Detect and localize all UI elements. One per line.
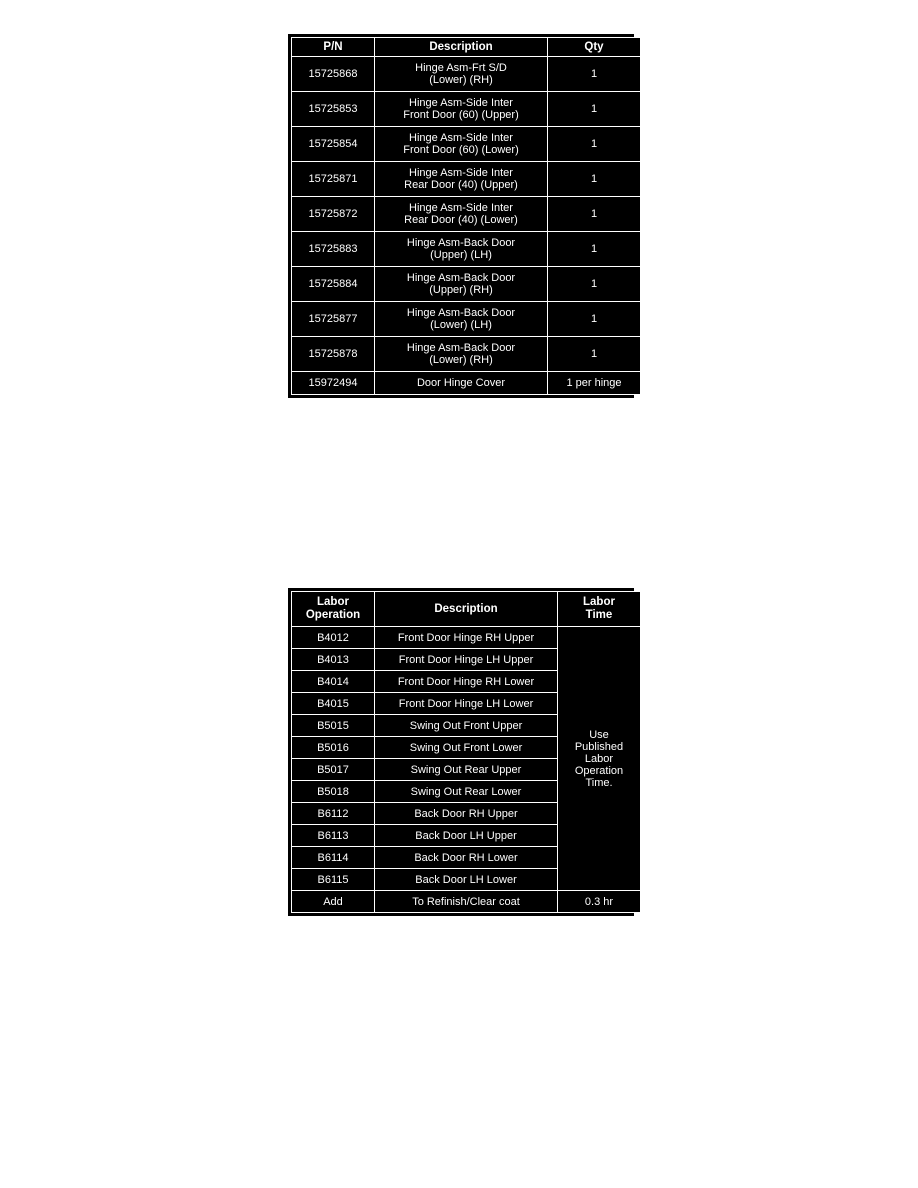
table-row	[292, 267, 641, 302]
cell-description: Front Door Hinge RH Upper	[375, 627, 558, 649]
column-header-qty: Qty	[548, 38, 641, 57]
cell-description	[375, 232, 548, 267]
table-row	[292, 627, 641, 649]
cell-description-line: Hinge Asm-Side Inter	[409, 132, 513, 144]
cell-description: Front Door Hinge RH Lower	[375, 671, 558, 693]
column-header-labor-operation	[292, 592, 375, 627]
cell-description-line: Front Door (60) (Lower)	[403, 144, 519, 156]
cell-pn: 15725878	[292, 337, 375, 372]
cell-description: Door Hinge Cover	[375, 372, 548, 395]
cell-description: Swing Out Front Upper	[375, 715, 558, 737]
cell-labor-operation: B5017	[292, 759, 375, 781]
cell-labor-operation: B5015	[292, 715, 375, 737]
cell-pn: 15725868	[292, 57, 375, 92]
column-header-line: Time	[585, 609, 613, 621]
table-row	[292, 337, 641, 372]
cell-qty: 1	[548, 197, 641, 232]
cell-description: To Refinish/Clear coat	[375, 891, 558, 913]
cell-qty: 1 per hinge	[548, 372, 641, 395]
table-row	[292, 162, 641, 197]
table-header-row	[292, 592, 641, 627]
labor-table-header	[292, 592, 641, 627]
cell-labor-operation: B4015	[292, 693, 375, 715]
cell-description: Back Door RH Upper	[375, 803, 558, 825]
column-header-description: Description	[375, 592, 558, 627]
cell-description: Back Door LH Upper	[375, 825, 558, 847]
cell-description-line: Hinge Asm-Side Inter	[409, 97, 513, 109]
cell-description: Front Door Hinge LH Lower	[375, 693, 558, 715]
table-row	[292, 197, 641, 232]
cell-pn: 15725872	[292, 197, 375, 232]
cell-labor-operation: B6112	[292, 803, 375, 825]
cell-description: Back Door RH Lower	[375, 847, 558, 869]
cell-description	[375, 127, 548, 162]
cell-description	[375, 337, 548, 372]
cell-description	[375, 197, 548, 232]
cell-description-line: (Upper) (LH)	[430, 249, 492, 261]
column-header-line: Operation	[305, 609, 361, 621]
cell-labor-operation: B5016	[292, 737, 375, 759]
cell-labor-operation: Add	[292, 891, 375, 913]
cell-labor-operation: B6113	[292, 825, 375, 847]
table-header-row	[292, 38, 641, 57]
cell-pn: 15725877	[292, 302, 375, 337]
table-row	[292, 232, 641, 267]
cell-pn: 15972494	[292, 372, 375, 395]
cell-labor-time: 0.3 hr	[558, 891, 641, 913]
cell-description	[375, 302, 548, 337]
labor-time-note-line: Labor	[584, 752, 614, 765]
cell-description-line: Front Door (60) (Upper)	[403, 109, 519, 121]
table-row	[292, 127, 641, 162]
cell-description-line: (Lower) (RH)	[429, 74, 493, 86]
cell-description	[375, 162, 548, 197]
cell-description-line: Hinge Asm-Side Inter	[409, 167, 513, 179]
cell-description-line: Rear Door (40) (Upper)	[404, 179, 518, 191]
column-header-line: Labor	[583, 596, 615, 608]
parts-table	[291, 37, 641, 395]
table-row	[292, 302, 641, 337]
cell-description-line: Hinge Asm-Back Door	[406, 272, 516, 284]
table-row-add	[292, 891, 641, 913]
column-header-pn: P/N	[292, 38, 375, 57]
cell-description: Front Door Hinge LH Upper	[375, 649, 558, 671]
cell-description-line: Hinge Asm-Back Door	[406, 307, 516, 319]
cell-qty: 1	[548, 337, 641, 372]
cell-labor-operation: B4012	[292, 627, 375, 649]
cell-qty: 1	[548, 92, 641, 127]
cell-description-line: Hinge Asm-Back Door	[406, 237, 516, 249]
cell-pn: 15725884	[292, 267, 375, 302]
cell-description: Back Door LH Lower	[375, 869, 558, 891]
cell-pn: 15725853	[292, 92, 375, 127]
column-header-description: Description	[375, 38, 548, 57]
cell-pn: 15725854	[292, 127, 375, 162]
labor-table	[291, 591, 641, 913]
cell-description	[375, 57, 548, 92]
cell-description-line: Hinge Asm-Back Door	[406, 342, 516, 354]
cell-description-line: Rear Door (40) (Lower)	[404, 214, 518, 226]
parts-table-body	[292, 57, 641, 395]
cell-qty: 1	[548, 57, 641, 92]
cell-qty: 1	[548, 162, 641, 197]
cell-pn: 15725871	[292, 162, 375, 197]
labor-time-note-line: Use	[589, 728, 609, 741]
cell-description-line: (Upper) (RH)	[429, 284, 493, 296]
cell-qty: 1	[548, 127, 641, 162]
labor-table-container	[288, 588, 634, 916]
cell-qty: 1	[548, 267, 641, 302]
labor-time-note-line: Published	[574, 740, 624, 753]
cell-qty: 1	[548, 302, 641, 337]
cell-labor-operation: B4014	[292, 671, 375, 693]
cell-description: Swing Out Rear Upper	[375, 759, 558, 781]
cell-description-line: Hinge Asm-Side Inter	[409, 202, 513, 214]
cell-labor-time-note	[558, 627, 641, 891]
table-row	[292, 372, 641, 395]
cell-pn: 15725883	[292, 232, 375, 267]
column-header-line: Labor	[317, 596, 349, 608]
labor-table-body	[292, 627, 641, 913]
cell-description-line: (Lower) (LH)	[430, 319, 492, 331]
parts-table-container	[288, 34, 634, 398]
cell-description-line: Hinge Asm-Frt S/D	[415, 62, 507, 74]
cell-labor-operation: B4013	[292, 649, 375, 671]
cell-labor-operation: B5018	[292, 781, 375, 803]
cell-description	[375, 92, 548, 127]
cell-description: Swing Out Front Lower	[375, 737, 558, 759]
table-row	[292, 92, 641, 127]
column-header-labor-time	[558, 592, 641, 627]
cell-description: Swing Out Rear Lower	[375, 781, 558, 803]
labor-time-note-line: Operation	[574, 764, 624, 777]
cell-description-line: (Lower) (RH)	[429, 354, 493, 366]
table-row	[292, 57, 641, 92]
cell-qty: 1	[548, 232, 641, 267]
cell-labor-operation: B6114	[292, 847, 375, 869]
parts-table-header	[292, 38, 641, 57]
cell-description	[375, 267, 548, 302]
cell-labor-operation: B6115	[292, 869, 375, 891]
labor-time-note-line: Time.	[585, 776, 613, 789]
